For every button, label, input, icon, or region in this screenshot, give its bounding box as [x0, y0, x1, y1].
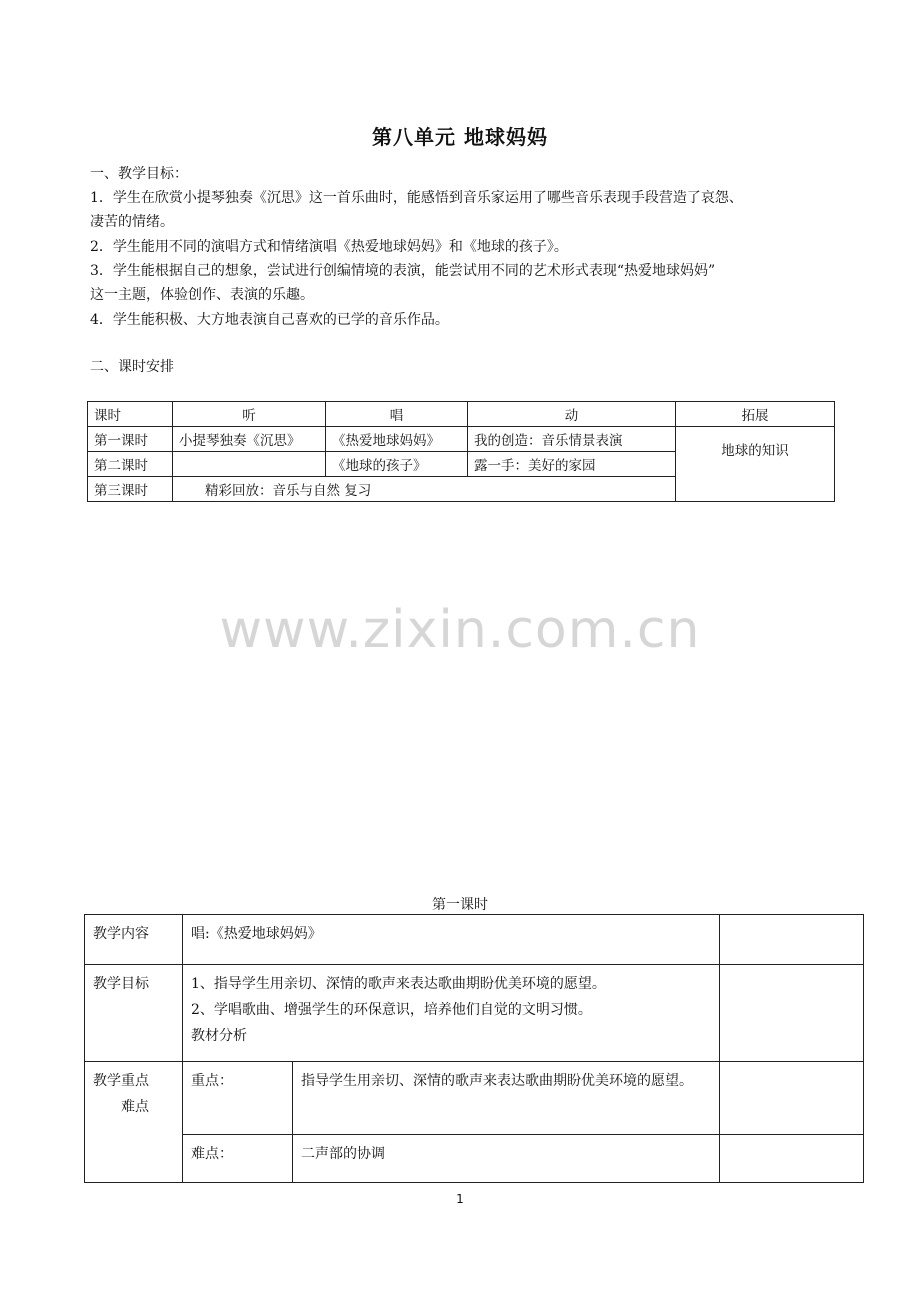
extension-cell: 地球的知识	[676, 427, 835, 502]
header-cell: 课时	[88, 402, 173, 427]
table-cell	[720, 915, 864, 965]
header-cell: 听	[173, 402, 326, 427]
difficulty-label: 难点：	[183, 1135, 293, 1183]
goal-line: 3．学生能根据自己的想象，尝试进行创编情境的表演，能尝试用不同的艺术形式表现“热爱地球妈妈”	[90, 263, 716, 279]
section-heading-schedule: 二、课时安排	[90, 359, 174, 375]
goals-line: 2、学唱歌曲、增强学生的环保意识，培养他们自觉的文明习惯。	[191, 1002, 592, 1018]
table-cell	[173, 452, 326, 477]
difficulty-value: 二声部的协调	[293, 1135, 720, 1183]
watermark: www.zixin.com.cn	[219, 600, 701, 660]
table-header-row	[88, 402, 835, 427]
content-value: 唱:《热爱地球妈妈》	[183, 915, 720, 965]
table-cell: 第三课时	[88, 477, 173, 502]
goals-line: 教材分析	[191, 1028, 247, 1044]
header-cell: 动	[468, 402, 676, 427]
table-cell: 第一课时	[88, 427, 173, 452]
page-number: 1	[456, 1192, 464, 1206]
focus-label-line: 教学重点	[93, 1073, 149, 1089]
goals-line: 1、指导学生用亲切、深情的歌声来表达歌曲期盼优美环境的愿望。	[191, 976, 606, 992]
focus-label	[85, 1062, 183, 1183]
table-row	[88, 427, 835, 452]
table-cell: 露一手：美好的家园	[468, 452, 676, 477]
table-cell: 精彩回放：音乐与自然 复习	[173, 477, 676, 502]
section-heading-goals: 一、教学目标：	[90, 166, 188, 182]
goal-line: 4．学生能积极、大方地表演自己喜欢的已学的音乐作品。	[90, 312, 449, 328]
lesson-title: 第一课时	[432, 897, 488, 913]
table-row	[85, 965, 864, 1062]
goal-line: 凄苦的情绪。	[90, 214, 174, 230]
header-cell: 唱	[326, 402, 468, 427]
table-cell: 第二课时	[88, 452, 173, 477]
goal-line: 1．学生在欣赏小提琴独奏《沉思》这一首乐曲时，能感悟到音乐家运用了哪些音乐表现手段营造了哀怨、	[90, 190, 743, 206]
table-row	[85, 1062, 864, 1135]
table-cell: 我的创造：音乐情景表演	[468, 427, 676, 452]
table-row	[85, 915, 864, 965]
table-cell	[720, 965, 864, 1062]
goal-line: 2．学生能用不同的演唱方式和情绪演唱《热爱地球妈妈》和《地球的孩子》。	[90, 239, 568, 255]
goals-label: 教学目标	[85, 965, 183, 1062]
goals-content	[183, 965, 720, 1062]
table-cell: 《热爱地球妈妈》	[326, 427, 468, 452]
table-row	[85, 1135, 864, 1183]
table-cell: 小提琴独奏《沉思》	[173, 427, 326, 452]
table-cell	[720, 1135, 864, 1183]
goal-line: 这一主题，体验创作、表演的乐趣。	[90, 287, 314, 303]
focus-label-line: 难点	[121, 1099, 149, 1115]
key-label: 重点：	[183, 1062, 293, 1135]
page-title: 第八单元 地球妈妈	[372, 125, 548, 149]
schedule-table	[87, 401, 835, 502]
lesson-plan-table	[84, 914, 864, 1183]
content-label: 教学内容	[85, 915, 183, 965]
table-cell	[720, 1062, 864, 1135]
key-value: 指导学生用亲切、深情的歌声来表达歌曲期盼优美环境的愿望。	[293, 1062, 720, 1135]
table-cell: 《地球的孩子》	[326, 452, 468, 477]
header-cell: 拓展	[676, 402, 835, 427]
